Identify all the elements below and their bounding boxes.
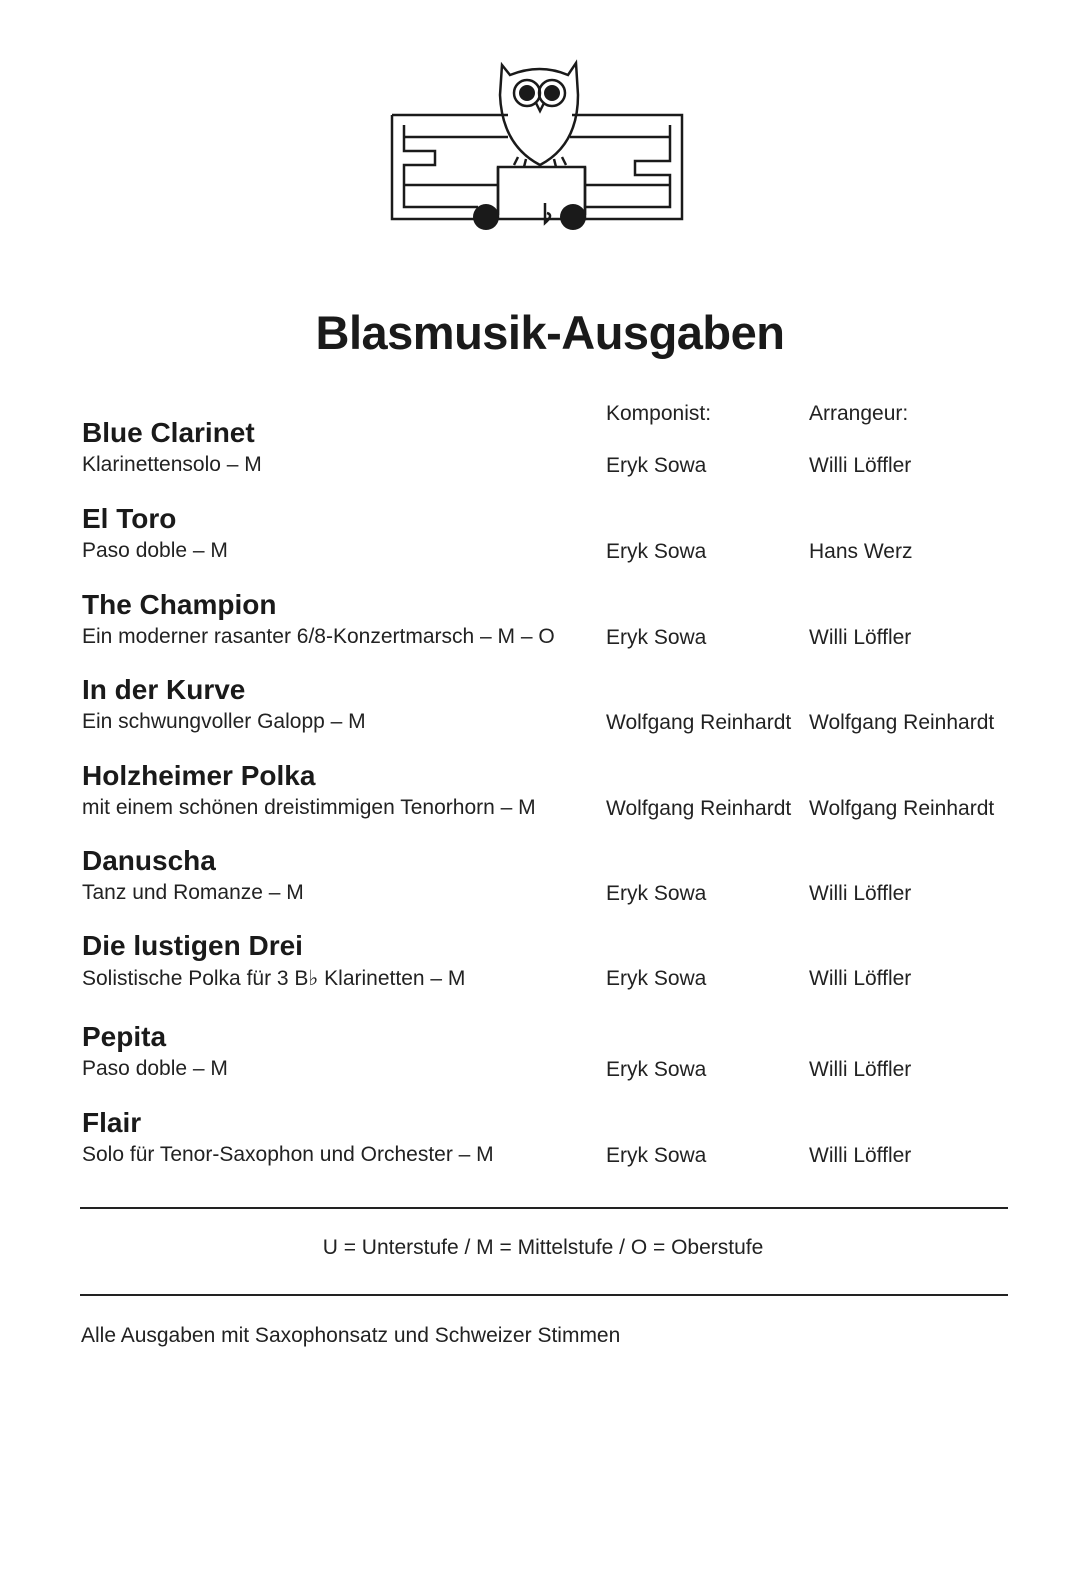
piece-title: Danuscha — [82, 845, 216, 876]
piece-subtitle: Tanz und Romanze – M — [82, 881, 304, 904]
piece-composer: Eryk Sowa — [606, 1058, 707, 1081]
piece-arranger: Wolfgang Reinhardt — [809, 711, 995, 734]
piece-arranger: Willi Löffler — [809, 882, 912, 905]
piece-subtitle: Ein schwungvoller Galopp – M — [82, 710, 366, 733]
piece-subtitle: Solistische Polka für 3 B♭ Klarinetten – M — [82, 967, 466, 990]
piece-title: Flair — [82, 1107, 142, 1138]
arranger-column-header: Arrangeur: — [809, 402, 909, 425]
composer-column-header: Komponist: — [606, 402, 712, 425]
piece-subtitle: Solo für Tenor-Saxophon und Orchester – M — [82, 1143, 494, 1166]
list-item — [82, 674, 1022, 744]
piece-title: Die lustigen Drei — [82, 930, 303, 961]
piece-title: In der Kurve — [82, 674, 246, 705]
piece-arranger: Willi Löffler — [809, 454, 912, 477]
list-item — [82, 930, 1022, 1000]
piece-composer: Eryk Sowa — [606, 882, 707, 905]
piece-arranger: Hans Werz — [809, 540, 913, 563]
piece-title: Holzheimer Polka — [82, 760, 316, 791]
owl-on-music-staff-logo — [390, 55, 690, 240]
piece-arranger: Willi Löffler — [809, 1144, 912, 1167]
piece-title: El Toro — [82, 503, 177, 534]
piece-subtitle: Ein moderner rasanter 6/8-Konzertmarsch – M – O — [82, 625, 555, 648]
list-item — [82, 417, 1022, 487]
piece-subtitle: mit einem schönen dreistimmigen Tenorhorn – M — [82, 796, 536, 819]
list-item — [82, 503, 1022, 573]
list-item — [82, 760, 1022, 830]
piece-title: The Champion — [82, 589, 277, 620]
piece-composer: Eryk Sowa — [606, 1144, 707, 1167]
list-item — [82, 845, 1022, 915]
piece-composer: Eryk Sowa — [606, 540, 707, 563]
piece-subtitle: Paso doble – M — [82, 1057, 228, 1080]
page-title: Blasmusik-Ausgaben — [315, 306, 785, 359]
piece-composer: Wolfgang Reinhardt — [606, 797, 792, 820]
piece-arranger: Willi Löffler — [809, 626, 912, 649]
piece-subtitle: Paso doble – M — [82, 539, 228, 562]
piece-subtitle: Klarinettensolo – M — [82, 453, 262, 476]
list-item — [82, 589, 1022, 659]
list-item — [82, 1107, 1022, 1177]
piece-arranger: Willi Löffler — [809, 1058, 912, 1081]
piece-arranger: Willi Löffler — [809, 967, 912, 990]
piece-composer: Eryk Sowa — [606, 967, 707, 990]
footnote: Alle Ausgaben mit Saxophonsatz und Schweizer Stimmen — [81, 1324, 621, 1347]
list-item — [82, 1021, 1022, 1091]
piece-title: Blue Clarinet — [82, 417, 255, 448]
piece-composer: Wolfgang Reinhardt — [606, 711, 792, 734]
piece-title: Pepita — [82, 1021, 167, 1052]
piece-arranger: Wolfgang Reinhardt — [809, 797, 995, 820]
divider — [80, 1294, 1008, 1296]
piece-composer: Eryk Sowa — [606, 626, 707, 649]
divider — [80, 1207, 1008, 1209]
level-legend: U = Unterstufe / M = Mittelstufe / O = Oberstufe — [322, 1236, 764, 1259]
piece-composer: Eryk Sowa — [606, 454, 707, 477]
